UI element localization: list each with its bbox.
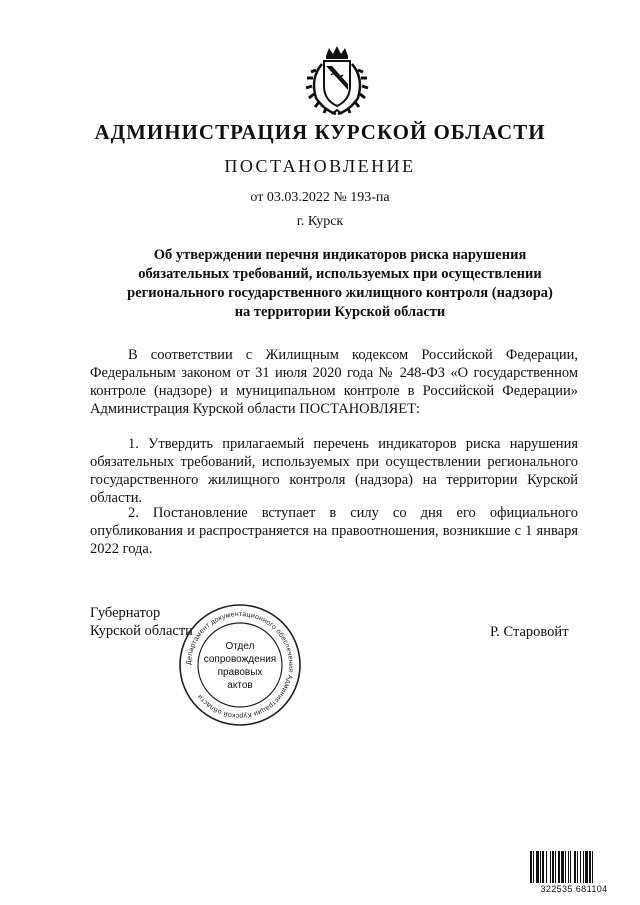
title-line: обязательных требований, используемых при осуществлении: [138, 266, 542, 282]
stamp-line: правовых: [217, 667, 263, 678]
position-line: Курской области: [90, 623, 193, 639]
title-line: на территории Курской области: [234, 304, 446, 320]
stamp-line: актов: [227, 680, 253, 691]
document-date-number: от 03.03.2022 № 193-па: [250, 190, 390, 205]
coat-of-arms-emblem: [302, 44, 372, 118]
body-paragraph-item-1: 1. Утвердить прилагаемый перечень индикаторов риска нарушения обязательных требований, используемых при осуществлении регионального государственного жилищного контроля (надзора) на территории Курской области.: [90, 436, 578, 506]
body-paragraph-preamble: В соответствии с Жилищным кодексом Российской Федерации, Федеральным законом от 31 июля 2020 года № 248-ФЗ «О государственном контроле (надзоре) и муниципальном контроле в Российской Федерации» Администрация Курской области ПОСТАНОВЛЯЕТ:: [90, 347, 578, 417]
stamp-ring-text: Департамент документационного обеспечения Администрации Курской области: [185, 610, 295, 720]
position-line: Губернатор: [90, 605, 161, 621]
document-type: ПОСТАНОВЛЕНИЕ: [224, 156, 416, 176]
stamp-line: сопровождения: [203, 654, 277, 665]
body-paragraph-item-2: 2. Постановление вступает в силу со дня его официального опубликования и распространяется на правоотношения, возникшие с 1 января 2022 года.: [90, 505, 578, 557]
signatory-name: Р. Старовойт: [490, 624, 569, 640]
document-city: г. Курск: [296, 214, 344, 229]
document-title: [110, 246, 570, 322]
stamp-center-text: [178, 640, 302, 692]
title-line: регионального государственного жилищного контроля (надзора): [127, 285, 553, 301]
barcode-number: 322535 681104: [540, 884, 608, 894]
stamp-line: Отдел: [225, 641, 255, 652]
organization-name: АДМИНИСТРАЦИЯ КУРСКОЙ ОБЛАСТИ: [94, 120, 546, 144]
document-barcode: [530, 851, 616, 883]
title-line: Об утверждении перечня индикаторов риска нарушения: [153, 247, 527, 263]
